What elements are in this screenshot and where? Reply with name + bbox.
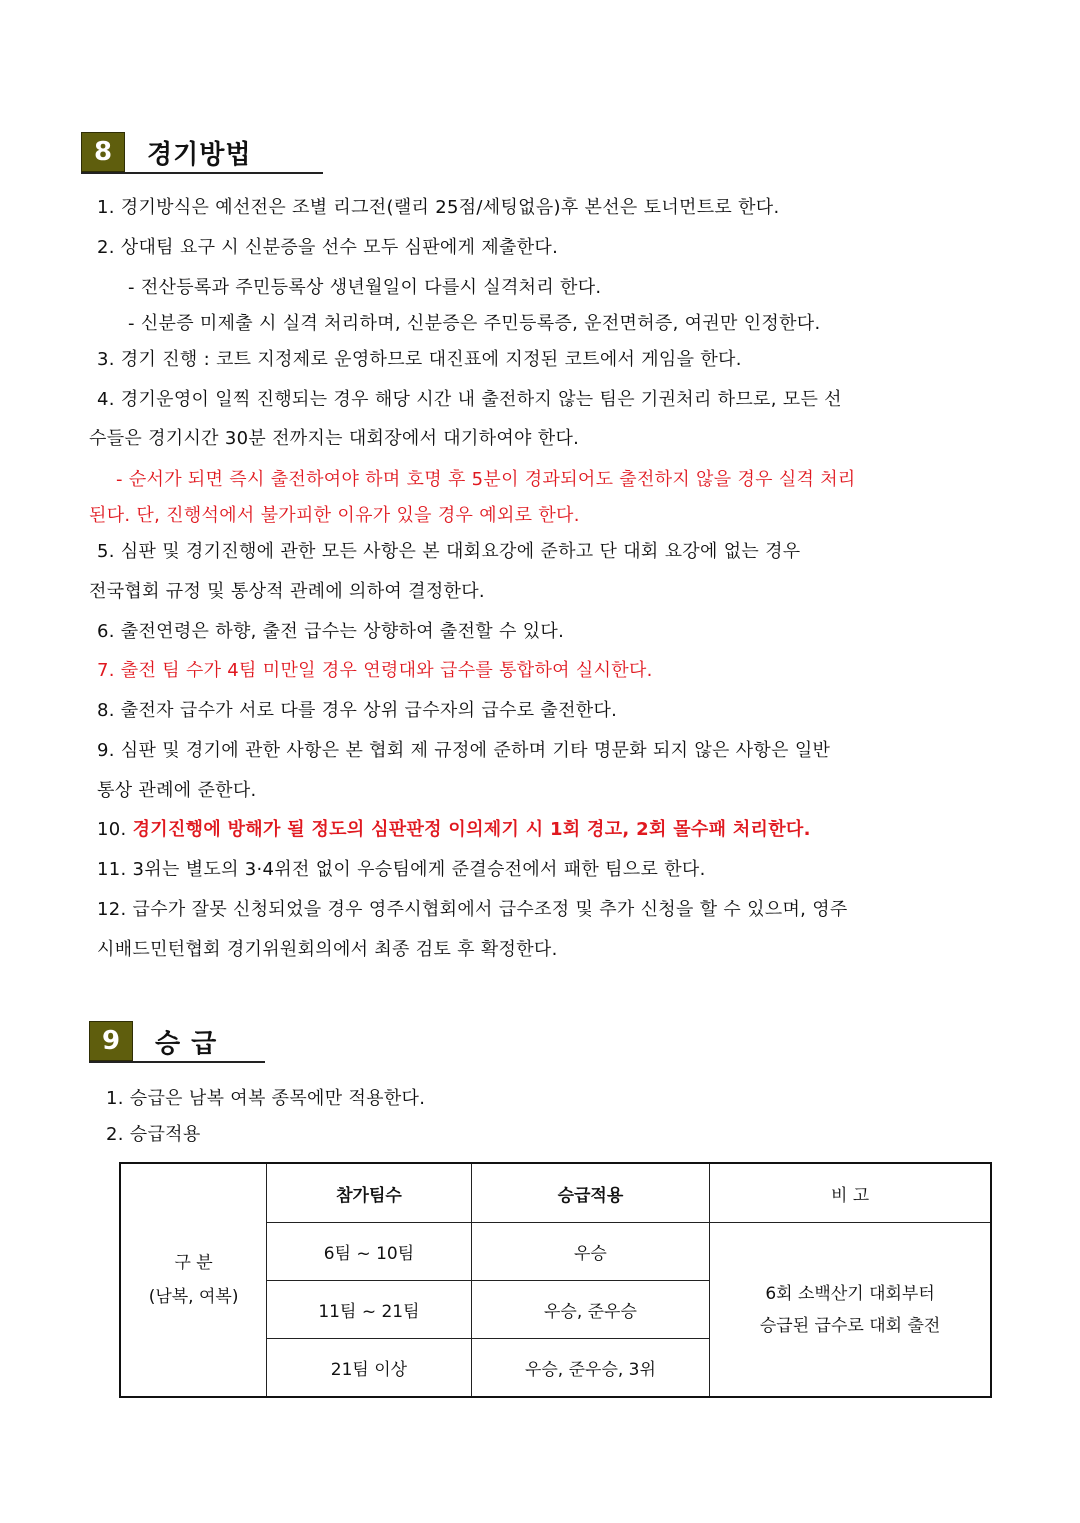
rule-12-line-1: 12. 급수가 잘못 신청되었을 경우 영주시협회에서 급수조정 및 추가 신청을 할 수 있으며, 영주: [97, 899, 848, 920]
rule-4-line-2: 수들은 경기시간 30분 전까지는 대회장에서 대기하여야 한다.: [89, 428, 580, 449]
section-9-heading: [89, 1021, 265, 1063]
promotion-cell: 우승, 준우승: [471, 1281, 709, 1339]
rule-4-notice-line-2: 된다. 단, 진행석에서 불가피한 이유가 있을 경우 예외로 한다.: [89, 505, 580, 526]
remarks-line-2: 승급된 급수로 대회 출전: [759, 1315, 941, 1336]
category-sub-label: (남복, 여복): [148, 1287, 239, 1307]
section-8-title: 경기방법: [147, 140, 252, 170]
section-9-title: 승 급: [155, 1029, 218, 1059]
remarks-cell: [710, 1223, 991, 1398]
rule-3: 3. 경기 진행 : 코트 지정제로 운영하므로 대진표에 지정된 코트에서 게임을 한다.: [97, 349, 742, 370]
rule-7: 7. 출전 팀 수가 4팀 미만일 경우 연령대와 급수를 통합하여 실시한다.: [97, 660, 653, 681]
rule-1: 1. 경기방식은 예선전은 조별 리그전(랠리 25점/세팅없음)후 본선은 토너먼트로 한다.: [97, 197, 780, 218]
rule-10-number: 10.: [97, 819, 127, 840]
table-header-row: [120, 1163, 991, 1223]
team-count-cell: 6팀 ~ 10팀: [267, 1223, 472, 1281]
rule-5-line-2: 전국협회 규정 및 통상적 관례에 의하여 결정한다.: [89, 581, 485, 602]
rule-12-line-2: 시배드민턴협회 경기위원회의에서 최종 검토 후 확정한다.: [97, 939, 558, 960]
header-team-count: 참가팀수: [267, 1163, 472, 1223]
promotion-table: [119, 1162, 992, 1398]
rule-11: 11. 3위는 별도의 3·4위전 없이 우승팀에게 준결승전에서 패한 팀으로 한다.: [97, 859, 706, 880]
rule-9-line-1: 9. 심판 및 경기에 관한 사항은 본 협회 제 규정에 준하며 기타 명문화 되지 않은 사항은 일반: [97, 740, 831, 761]
team-count-cell: 11팀 ~ 21팀: [267, 1281, 472, 1339]
promotion-rule-1: 1. 승급은 남복 여복 종목에만 적용한다.: [106, 1088, 426, 1109]
rule-2: 2. 상대팀 요구 시 신분증을 선수 모두 심판에게 제출한다.: [97, 237, 559, 258]
promotion-cell: 우승, 준우승, 3위: [471, 1339, 709, 1398]
section-9-number: 9: [89, 1021, 133, 1061]
rule-2-sub-1: - 전산등록과 주민등록상 생년월일이 다를시 실격처리 한다.: [128, 277, 602, 298]
rule-4-notice-line-1: - 순서가 되면 즉시 출전하여야 하며 호명 후 5분이 경과되어도 출전하지 않을 경우 실격 처리: [116, 469, 856, 490]
rule-9-line-2: 통상 관례에 준한다.: [97, 780, 257, 801]
category-label: 구 분: [174, 1253, 213, 1273]
rule-2-sub-2: - 신분증 미제출 시 실격 처리하며, 신분증은 주민등록증, 운전면허증, 여권만 인정한다.: [128, 313, 821, 334]
rule-6: 6. 출전연령은 하향, 출전 급수는 상향하여 출전할 수 있다.: [97, 621, 565, 642]
rule-10-text: 경기진행에 방해가 될 정도의 심판판정 이의제기 시 1회 경고, 2회 몰수패 처리한다.: [132, 819, 811, 840]
header-promotion: 승급적용: [471, 1163, 709, 1223]
section-8-heading: [81, 132, 323, 174]
team-count-cell: 21팀 이상: [267, 1339, 472, 1398]
promotion-rule-2: 2. 승급적용: [106, 1124, 201, 1145]
rule-10: [97, 818, 811, 842]
rule-8: 8. 출전자 급수가 서로 다를 경우 상위 급수자의 급수로 출전한다.: [97, 700, 618, 721]
header-remarks: 비 고: [710, 1163, 991, 1223]
promotion-cell: 우승: [471, 1223, 709, 1281]
category-cell: [120, 1163, 267, 1397]
rule-5-line-1: 5. 심판 및 경기진행에 관한 모든 사항은 본 대회요강에 준하고 단 대회 요강에 없는 경우: [97, 541, 801, 562]
remarks-line-1: 6회 소백산기 대회부터: [765, 1283, 935, 1304]
rule-4-line-1: 4. 경기운영이 일찍 진행되는 경우 해당 시간 내 출전하지 않는 팀은 기권처리 하므로, 모든 선: [97, 389, 842, 410]
section-8-number: 8: [81, 132, 125, 172]
